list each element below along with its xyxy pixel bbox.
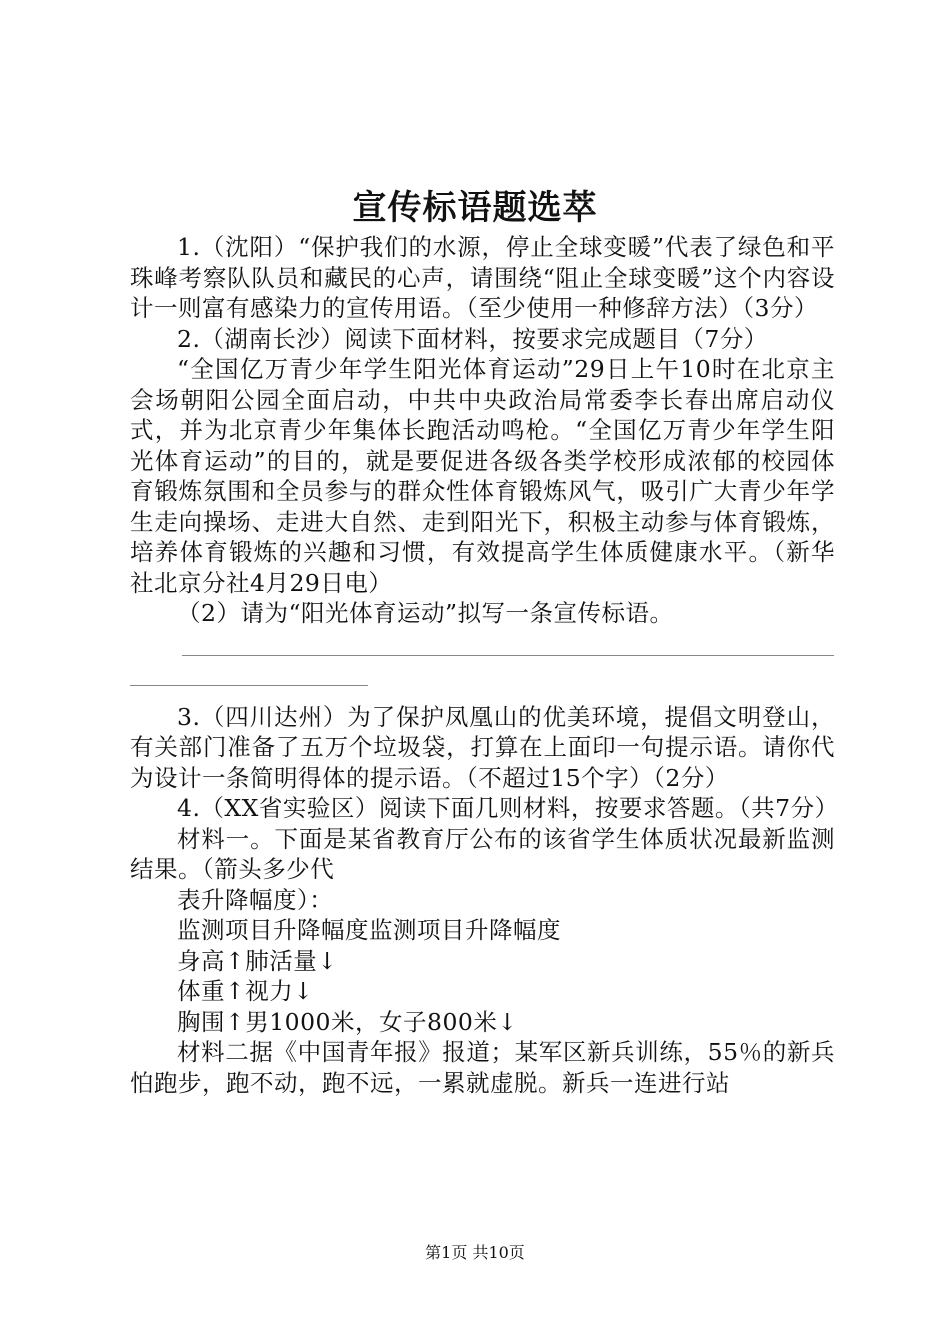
document-title: 宣传标语题选萃 [352,188,598,228]
table-row-weight: 体重↑视力↓ [177,977,314,1005]
answer-blank [130,629,835,669]
material-two: 材料二据《中国青年报》报道；某军区新兵训练，55％的新兵怕跑步，跑不动，跑不远，一累就虚脱。新兵一连进行站 [130,1038,835,1097]
table-row-chest: 胸围↑男1000米，女子800米↓ [177,1007,518,1036]
material-paragraph: “全国亿万青少年学生阳光体育运动”29日上午10时在北京主会场朝阳公园全面启动，中共中央政治局常委李长春出席启动仪式，并为北京青少年集体长跑活动鸣枪。“全国亿万青少年学生阳光体育运动”的目的，就是要促进各级各类学校形成浓郁的校园体育锻炼氛围和全员参与的群众性体育锻炼风气，吸引广大青少年学生走向操场、走进大自然、走到阳光下，积极主动参与体育锻炼，培养体育锻炼的兴趣和习惯，有效提高学生体质健康水平。（新华社北京分社4月29日电） [130,355,835,597]
question-4: 4.（XX省实验区）阅读下面几则材料，按要求答题。（共7分） [177,794,839,822]
document-body [130,232,839,1098]
answer-line [182,655,834,656]
material-one: 材料一。下面是某省教育厅公布的该省学生体质状况最新监测结果。（箭头多少代 [130,824,835,883]
material-one-continued: 表升降幅度）： [177,885,334,914]
table-row-height: 身高↑肺活量↓ [177,946,338,975]
table-header: 监测项目升降幅度监测项目升降幅度 [177,916,561,944]
question-1: 1.（沈阳）“保护我们的水源，停止全球变暖”代表了绿色和平珠峰考察队队员和藏民的心声，请围绕“阻止全球变暖”这个内容设计一则富有感染力的宣传用语。（至少使用一种修辞方法）（3分） [130,233,835,322]
page-number: 第1页 共10页 [425,1243,525,1262]
question-3: 3.（四川达州）为了保护凤凰山的优美环境，提倡文明登山，有关部门准备了五万个垃圾袋，打算在上面印一句提示语。请你代为设计一条简明得体的提示语。（不超过15个字）（2分） [130,702,835,792]
question-2: 2.（湖南长沙）阅读下面材料，按要求完成题目（7分） [177,324,768,353]
sub-question-2: （2）请为“阳光体育运动”拟写一条宣传标语。 [177,599,674,627]
answer-line-continuation [130,685,368,686]
